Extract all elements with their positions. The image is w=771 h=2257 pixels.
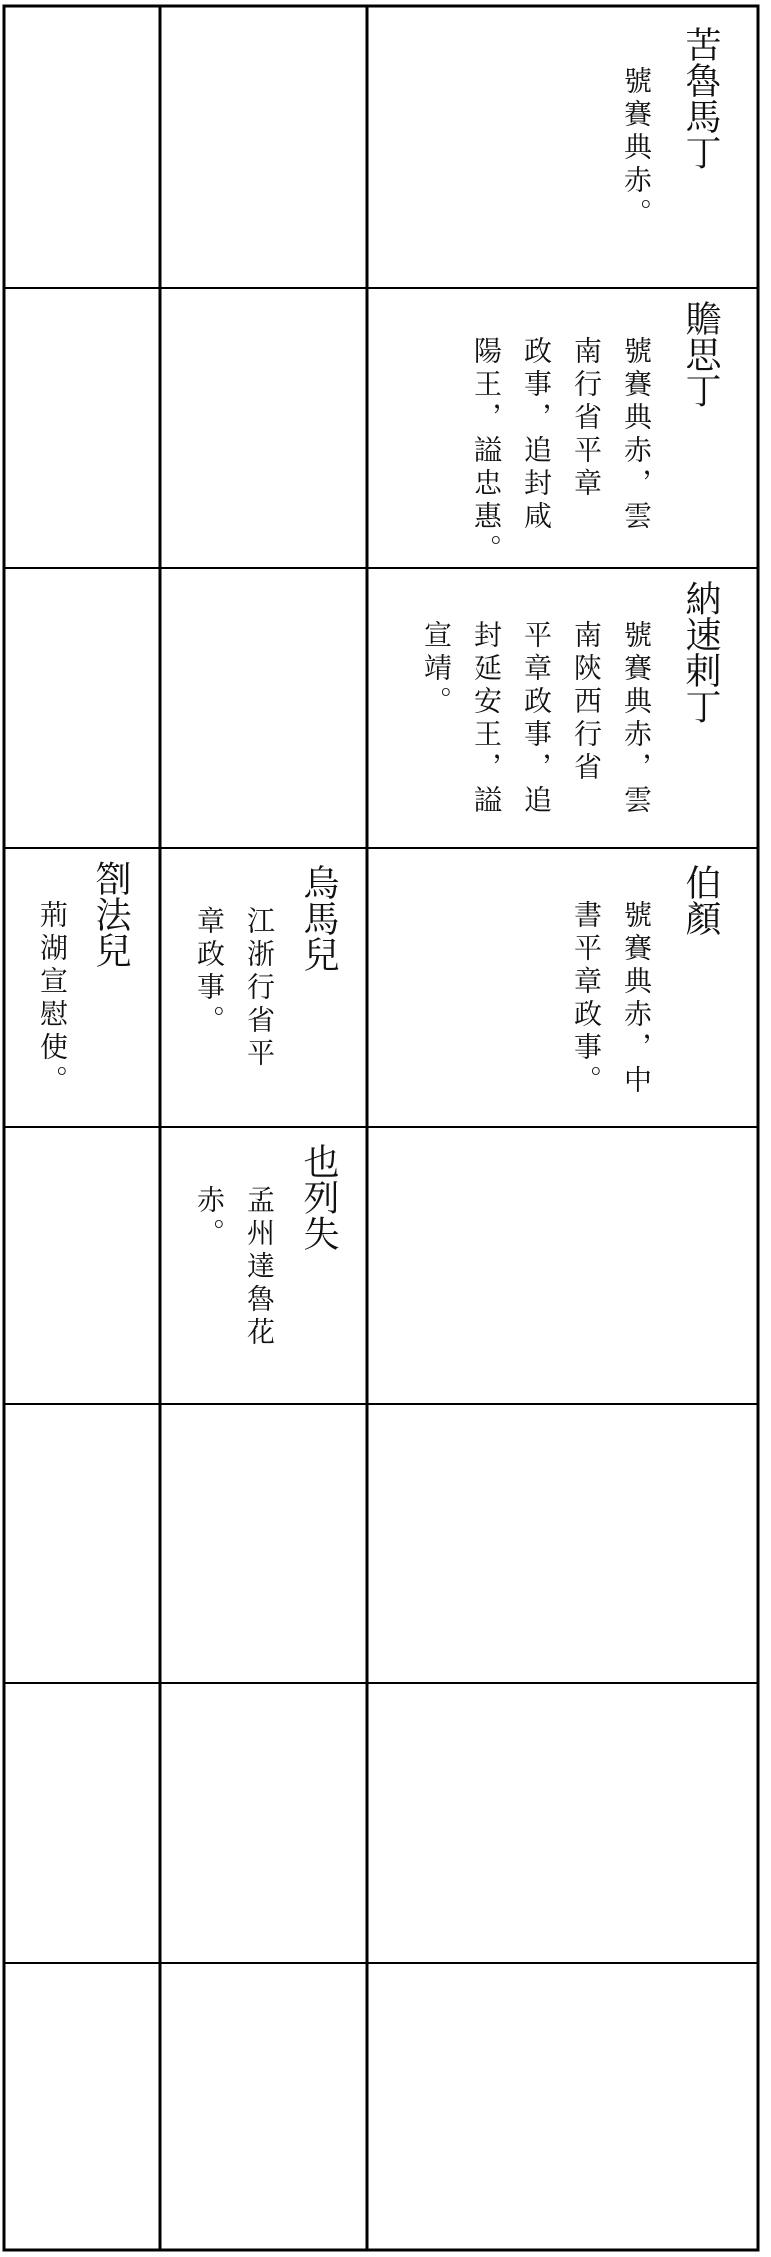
- table-cell: [367, 6, 758, 288]
- entry-note: 南陝西行省: [570, 620, 603, 785]
- entry-note: 號賽典赤，雲: [620, 620, 653, 818]
- entry-note: 陽王，謚忠惠。: [470, 336, 503, 567]
- table-cell: [160, 1127, 367, 1404]
- entry-note: 書平章政事。: [570, 900, 603, 1098]
- entry-name: 烏馬兒: [298, 864, 339, 972]
- entry-note: 號賽典赤，中: [620, 900, 653, 1098]
- table-cell: [4, 848, 160, 1127]
- table-cell: [367, 288, 758, 568]
- table-cell: [367, 848, 758, 1127]
- entry-note: 赤。: [193, 1185, 226, 1251]
- table-cell: [367, 568, 758, 848]
- entry-note: 荊湖宣慰使。: [36, 900, 69, 1098]
- entry-note: 政事，追封咸: [520, 336, 553, 534]
- entry-name: 納速剌丁: [680, 580, 721, 724]
- entry-note: 號賽典赤。: [620, 66, 653, 231]
- entry-name: 贍思丁: [680, 300, 721, 408]
- entry-name: 劄法兒: [90, 860, 131, 968]
- table-cell: [160, 848, 367, 1127]
- entry-note: 南行省平章: [570, 336, 603, 501]
- entry-note: 江浙行省平: [243, 906, 276, 1071]
- entry-name: 苦魯馬丁: [680, 26, 721, 170]
- entry-name: 也列失: [298, 1143, 339, 1251]
- entry-note: 平章政事，追: [520, 620, 553, 818]
- entry-note: 封延安王，謚: [470, 620, 503, 818]
- entry-note: 宣靖。: [420, 620, 453, 719]
- entry-note: 號賽典赤，雲: [620, 336, 653, 534]
- entry-name: 伯顏: [680, 864, 721, 936]
- entry-note: 章政事。: [193, 906, 226, 1038]
- entry-note: 孟州達魯花: [243, 1185, 276, 1350]
